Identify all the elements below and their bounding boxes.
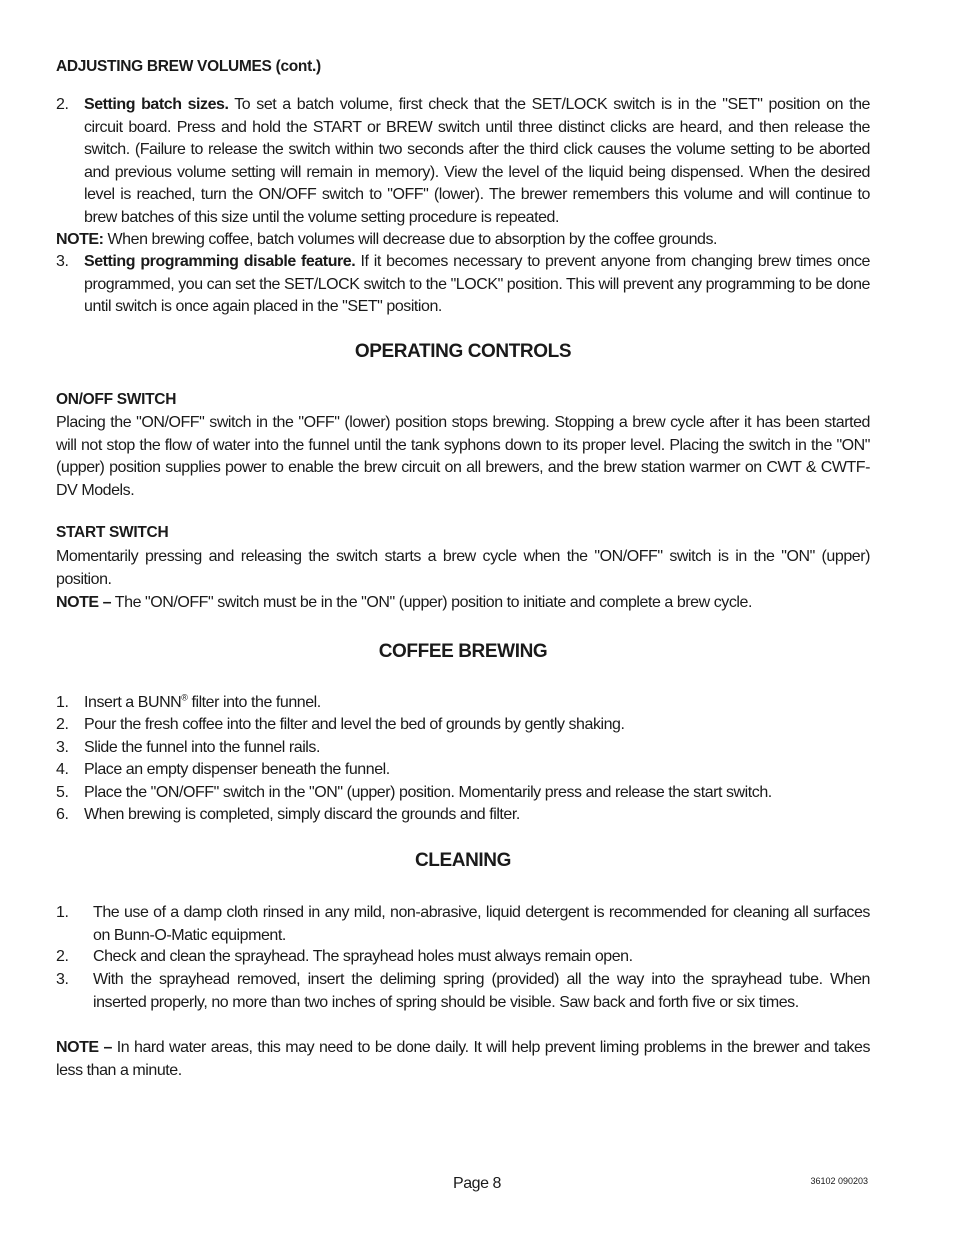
- list-number: 3.: [56, 971, 69, 988]
- item-text: filter into the funnel.: [187, 694, 321, 711]
- list-item-body: [84, 94, 870, 229]
- list-item: [56, 714, 870, 737]
- list-item-body: [84, 692, 870, 715]
- item-text: To set a batch volume, first check that the SET/LOCK switch is in the "SET" position on the circuit board. Press and hold the START or BREW switch until three distinct clicks are heard, and then release the switch. (Failure to release the switch within two seconds after the third click causes the volume setting to be aborted and previous volume setting will remain in memory). View the level of the liquid being dispensed. When the desired level is reached, turn the ON/OFF switch to "OFF" (lower). The brewer remembers this volume and will continue to brew batches of this size until the volume setting procedure is repeated.: [84, 96, 870, 226]
- list-item: [56, 782, 870, 805]
- item-label: Setting programming disable feature.: [84, 253, 356, 270]
- list-number: 3.: [56, 739, 69, 756]
- item-text: Slide the funnel into the funnel rails.: [84, 739, 320, 756]
- note-label: NOTE –: [56, 594, 112, 611]
- note: [56, 229, 870, 252]
- paragraph: Momentarily pressing and releasing the switch starts a brew cycle when the "ON/OFF" switch is in the "ON" (upper) position.: [56, 548, 870, 588]
- list-item: [56, 737, 870, 760]
- note: [56, 592, 870, 615]
- item-text: Insert a BUNN: [84, 694, 182, 711]
- list-item: [56, 804, 870, 827]
- list-number: 4.: [56, 761, 69, 778]
- list-number: 6.: [56, 806, 69, 823]
- item-text: Check and clean the sprayhead. The sprayhead holes must always remain open.: [93, 948, 633, 965]
- note: [56, 1037, 870, 1082]
- list-number: 2.: [56, 716, 69, 733]
- section-heading: COFFEE BREWING: [378, 641, 548, 662]
- page-number: Page 8: [452, 1175, 501, 1192]
- list-item: [56, 902, 870, 947]
- item-text: With the sprayhead removed, insert the deliming spring (provided) all the way into the sprayhead tube. When inserted properly, no more than two inches of spring should be visible. Saw back and forth five or six times.: [93, 971, 870, 1011]
- item-text: Place the "ON/OFF" switch in the "ON" (upper) position. Momentarily press and release the start switch.: [84, 784, 772, 801]
- item-text: The use of a damp cloth rinsed in any mild, non-abrasive, liquid detergent is recommended for cleaning all surfaces on Bunn-O-Matic equipment.: [93, 904, 870, 944]
- list-number: 5.: [56, 784, 69, 801]
- subsection-title: START SWITCH: [56, 524, 169, 541]
- item-text: If it becomes necessary to prevent anyone from changing brew times once programmed, you can set the SET/LOCK switch to the "LOCK" position. This will prevent any programming to be done until switch is once again placed in the "SET" position.: [84, 253, 870, 315]
- list-item: [56, 94, 870, 229]
- section-heading: CLEANING: [414, 850, 512, 871]
- list-number: 3.: [56, 253, 69, 270]
- list-item: [56, 969, 870, 1014]
- list-number: 1.: [56, 904, 69, 921]
- note-label: NOTE –: [56, 1039, 112, 1056]
- item-text: When brewing is completed, simply discard the grounds and filter.: [84, 806, 520, 823]
- list-item: [56, 251, 870, 319]
- list-item: [56, 946, 870, 969]
- item-label: Setting batch sizes.: [84, 96, 229, 113]
- note-text: When brewing coffee, batch volumes will decrease due to absorption by the coffee grounds.: [103, 231, 718, 248]
- subsection-title: ON/OFF SWITCH: [56, 391, 177, 408]
- section-heading: OPERATING CONTROLS: [354, 341, 572, 362]
- list-number: 1.: [56, 694, 69, 711]
- item-text: Pour the fresh coffee into the filter and level the bed of grounds by gently shaking.: [84, 716, 625, 733]
- note-text: In hard water areas, this may need to be done daily. It will help prevent liming problems in the brewer and takes less than a minute.: [56, 1039, 871, 1079]
- item-text: Place an empty dispenser beneath the funnel.: [84, 761, 390, 778]
- list-number: 2.: [56, 948, 69, 965]
- document-code: 36102 090203: [810, 1176, 868, 1186]
- list-item-body: [84, 251, 870, 319]
- section-subtitle: ADJUSTING BREW VOLUMES (cont.): [56, 58, 321, 75]
- list-number: 2.: [56, 96, 69, 113]
- list-item: [56, 759, 870, 782]
- list-item: [56, 692, 870, 715]
- note-label: NOTE:: [56, 231, 104, 248]
- note-text: The "ON/OFF" switch must be in the "ON" (upper) position to initiate and complete a brew cycle.: [111, 594, 752, 611]
- registered-mark: ®: [181, 692, 188, 703]
- paragraph: Placing the "ON/OFF" switch in the "OFF" (lower) position stops brewing. Stopping a brew cycle after it has been started will not stop the flow of water into the funnel until the tank syphons down to its proper level. Placing the switch in the "ON" (upper) position supplies power to enable the brew circuit on all brewers, and the brew station warmer on CWT & CWTF-DV Models.: [56, 414, 870, 499]
